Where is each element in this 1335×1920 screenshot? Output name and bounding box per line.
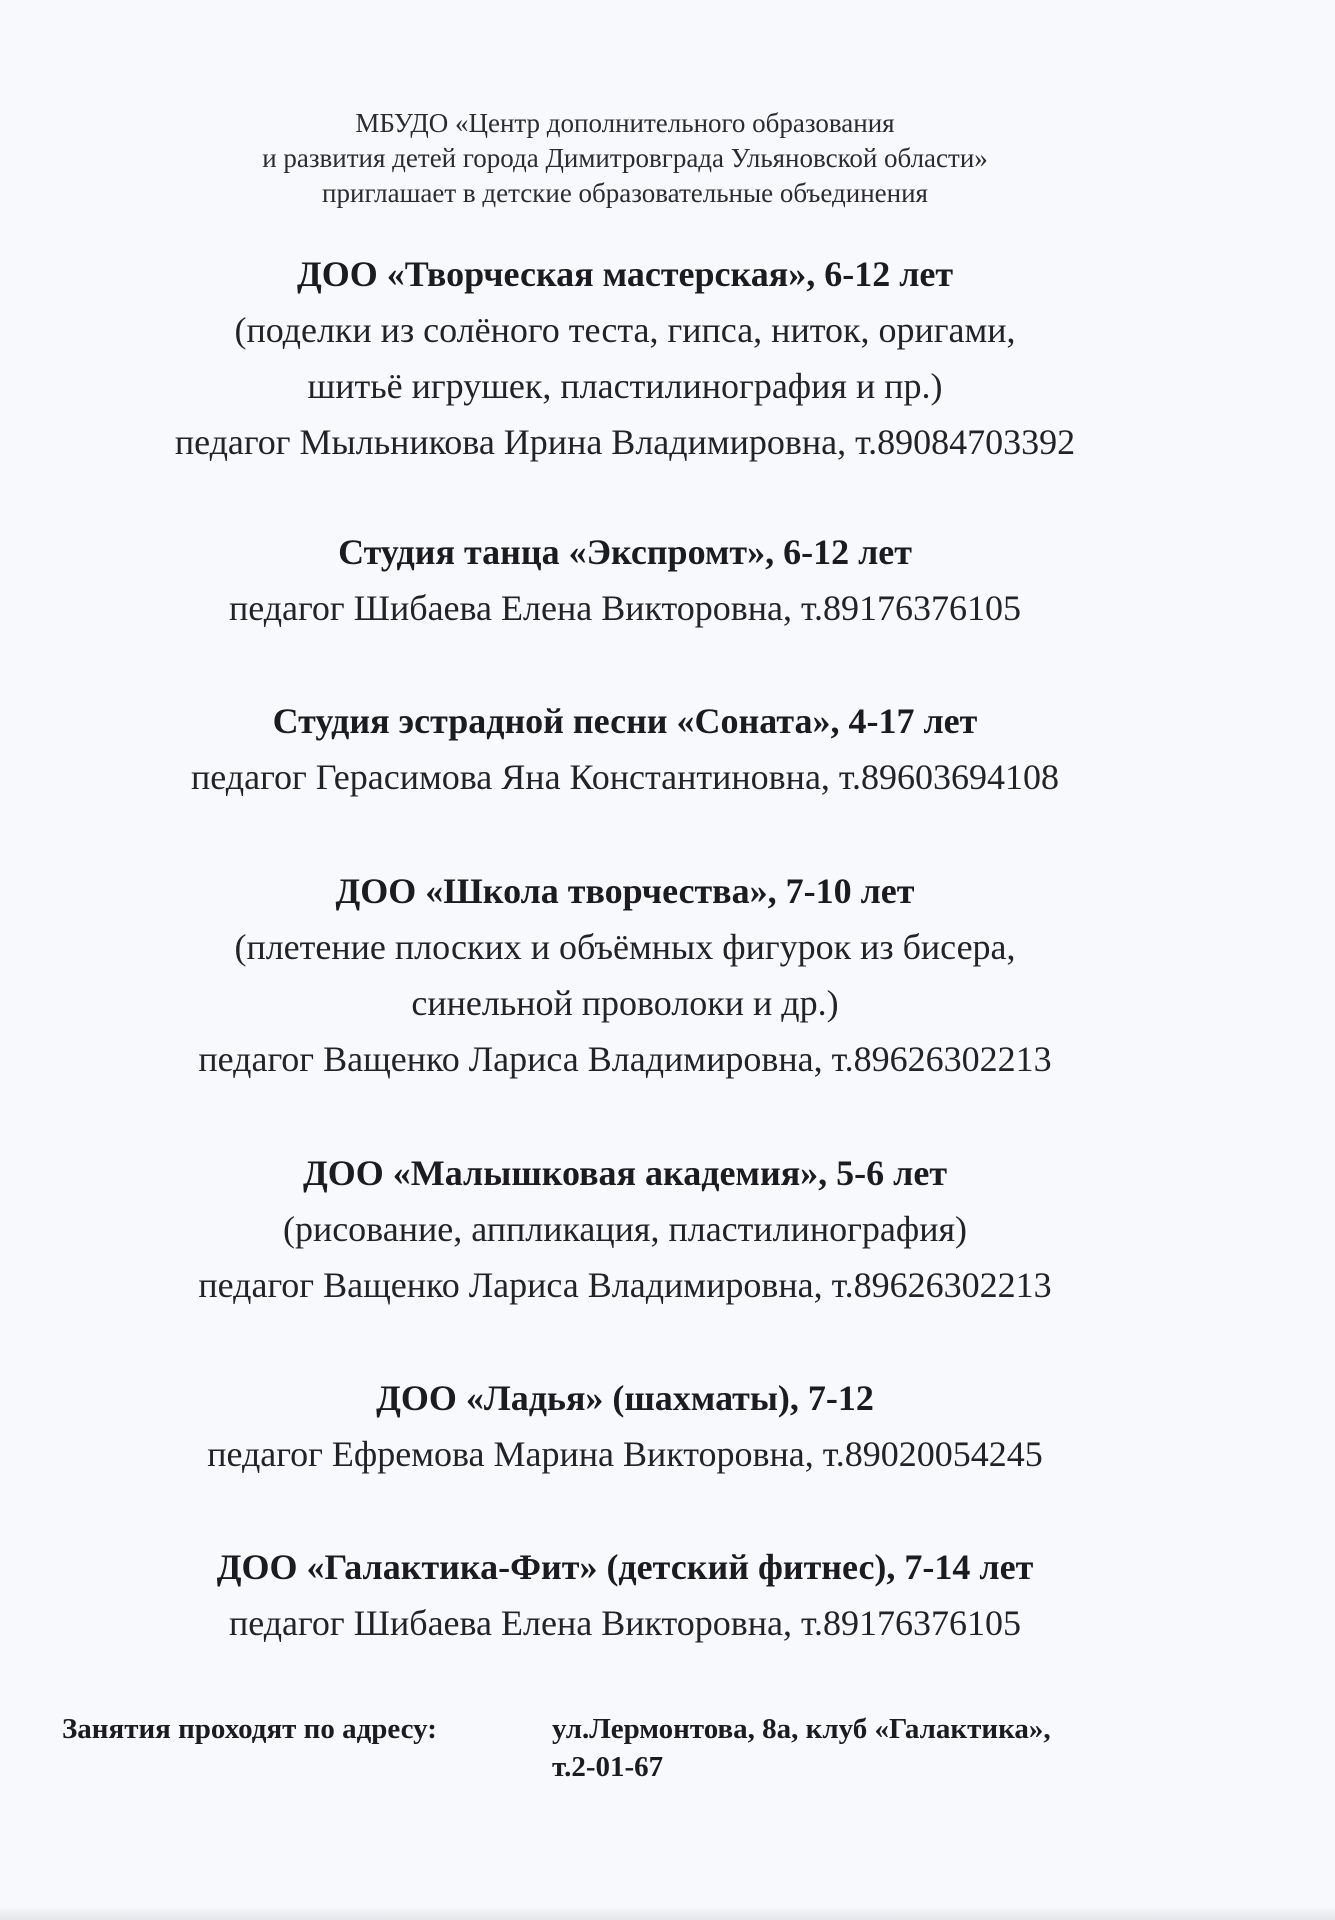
section-kids-fitness [0,1539,1250,1651]
section-title: ДОО «Творческая мастерская», 6-12 лет [296,254,954,294]
section-title: ДОО «Школа творчества», 7-10 лет [335,871,915,911]
section-teacher: педагог Шибаева Елена Викторовна, т.89176376105 [228,588,1022,628]
header [0,106,1250,211]
footer-address-block [552,1710,1051,1786]
section-description: (поделки из солёного теста, гипса, ниток, оригами, [234,310,1016,350]
section-description: шитьё игрушек, пластилинография и пр.) [307,366,943,406]
section-dance-studio [0,524,1250,636]
section-title: ДОО «Ладья» (шахматы), 7-12 [376,1378,874,1418]
section-description: (плетение плоских и объёмных фигурок из бисера, [234,927,1016,967]
header-line-organization: МБУДО «Центр дополнительного образования [355,108,895,138]
page-bottom-edge [0,1906,1335,1920]
section-creativity-school [0,863,1250,1087]
section-teacher: педагог Мыльникова Ирина Владимировна, т.89084703392 [174,422,1076,462]
section-title: ДОО «Малышковая академия», 5-6 лет [302,1153,948,1193]
section-title: ДОО «Галактика-Фит» (детский фитнес), 7-14 лет [216,1547,1034,1587]
section-teacher: педагог Ефремова Марина Викторовна, т.89020054245 [207,1434,1043,1474]
footer-address [62,1710,1262,1786]
footer-phone: т.2-01-67 [552,1751,664,1783]
footer-label: Занятия проходят по адресу: [62,1713,437,1745]
section-teacher: педагог Герасимова Яна Константиновна, т.89603694108 [191,757,1059,797]
section-title: Студия танца «Экспромт», 6-12 лет [338,532,912,572]
section-creative-workshop [0,246,1250,470]
section-teacher: педагог Ващенко Лариса Владимировна, т.89626302213 [198,1039,1052,1079]
section-kids-academy [0,1145,1250,1313]
header-line-city: и развития детей города Димитровграда Ульяновской области» [262,143,988,173]
footer-street: ул.Лермонтова, 8а, клуб «Галактика», [552,1713,1051,1745]
section-song-studio [0,693,1250,805]
section-description: синельной проволоки и др.) [411,983,839,1023]
section-description: (рисование, аппликация, пластилинография) [282,1209,968,1249]
section-chess-club [0,1370,1250,1482]
header-line-invitation: приглашает в детские образовательные объединения [322,178,928,208]
section-teacher: педагог Шибаева Елена Викторовна, т.89176376105 [228,1603,1022,1643]
section-title: Студия эстрадной песни «Соната», 4-17 лет [272,701,978,741]
section-teacher: педагог Ващенко Лариса Владимировна, т.89626302213 [198,1265,1052,1305]
